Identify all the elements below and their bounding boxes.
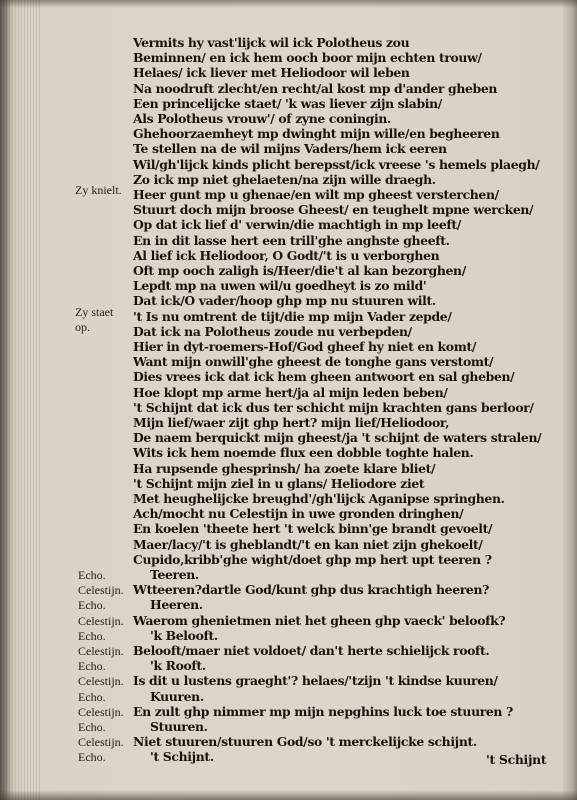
verse-text: Mijn lief/waer zijt ghp hert? mijn lief/Heliodoor, xyxy=(133,415,450,430)
speaker-label: Celestijn. xyxy=(78,674,124,689)
verse-text: 't Schijnt dat ick dus ter schicht mijn krachten gans berloor/ xyxy=(133,399,534,415)
echo-reply: 't Schijnt. xyxy=(150,749,214,765)
verse-text: Al lief ick Heliodoor, O Godt/'t is u verborghen xyxy=(133,247,440,263)
verse-text: Een princelijcke staet/ 'k was liever zijn slabin/ xyxy=(133,95,442,111)
verse-text: Helaes/ ick liever met Heliodoor wil leben xyxy=(133,65,410,81)
verse-text: Niet stuuren/stuuren God/so 't merckelijcke schijnt. xyxy=(133,734,477,750)
verse-text: Cupido,kribb'ghe wight/doet ghp mp hert upt teeren ? xyxy=(133,551,492,567)
echo-reply: Heeren. xyxy=(150,597,203,613)
verse-text: Oft mp ooch zaligh is/Heer/die't al kan bezorghen/ xyxy=(133,263,466,278)
speaker-label: Celestijn. xyxy=(78,583,124,598)
verse-text: En in dit lasse hert een trill'ghe anghste gheeft. xyxy=(133,232,450,248)
verse-text: Hier in dyt-roemers-Hof/God gheef hy niet en komt/ xyxy=(133,339,477,354)
verse-text: Wil/gh'lijck kinds plicht berepsst/ick vreese 's hemels plaegh/ xyxy=(133,156,540,172)
verse-text: Belooft/maer niet voldoet/ dan't herte schielijck rooft. xyxy=(133,643,490,658)
verse-text: Na noodruft zlecht/en recht/al kost mp d'ander gheben xyxy=(133,80,498,96)
verse-text: Wits ick hem noemde flux een dobble toghte halen. xyxy=(133,445,474,461)
verse-text: De naem berquickt mijn gheest/ja 't schijnt de waters stralen/ xyxy=(133,430,542,446)
speaker-label: Celestijn. xyxy=(78,735,124,750)
verse-text: Beminnen/ en ick hem ooch boor mijn echten trouw/ xyxy=(133,50,482,66)
verse-text: Dat ick/O vader/hoop ghp mp nu stuuren wilt. xyxy=(133,293,436,309)
echo-reply: Teeren. xyxy=(150,567,199,582)
speaker-label: Echo. xyxy=(78,720,106,734)
speaker-label: Celestijn. xyxy=(78,644,124,658)
verse-text: Als Polotheus vrouw'/ of zyne coningin. xyxy=(133,111,391,126)
verse-text: Vermits hy vast'lijck wil ick Polotheus zou xyxy=(133,35,410,50)
speaker-label: Echo. xyxy=(78,568,106,582)
echo-reply: 'k Rooft. xyxy=(150,658,206,674)
verse-text: Maer/lacy/'t is gheblandt/'t en kan niet zijn ghekoelt/ xyxy=(133,536,483,552)
verse-text: Wtteeren?dartle God/kunt ghp dus krachtigh heeren? xyxy=(133,582,490,598)
verse-text: Waerom ghenietmen niet het gheen ghp vaeck' beloofk? xyxy=(133,612,506,628)
speaker-label: Echo. xyxy=(78,628,106,643)
verse-text: Op dat ick lief d' verwin/die machtigh in mp leeft/ xyxy=(133,217,461,233)
speaker-label: Celestijn. xyxy=(78,704,124,719)
stage-direction: Zy staet op. xyxy=(75,305,114,334)
speaker-label: Echo. xyxy=(78,598,106,613)
verse-text: Ach/mocht nu Celestijn in uwe gronden dringhen/ xyxy=(133,506,464,522)
verse-text: Heer gunt mp u ghenae/en wilt mp gheest versterchen/ xyxy=(133,187,499,202)
verse-text: 't Is nu omtrent de tijt/die mp mijn Vader zepde/ xyxy=(133,308,452,324)
echo-reply: 'k Belooft. xyxy=(150,627,218,643)
verse-text: Is dit u lustens graeght'? helaes/'tzijn 't kindse kuuren/ xyxy=(133,673,498,689)
speaker-label: Echo. xyxy=(78,689,106,704)
verse-text: Dat ick na Polotheus zoude nu verbepden/ xyxy=(133,323,412,339)
verse-text: En zult ghp nimmer mp mijn nepghins luck toe stuuren ? xyxy=(133,703,513,719)
verse-text: Ghehoorzaemheyt mp dwinght mijn wille/en begheeren xyxy=(133,126,500,142)
verse-text: Zo ick mp niet ghelaeten/na zijn wille draegh. xyxy=(133,171,436,187)
verse-text: 't Schijnt mijn ziel in u glans/ Heliodore ziet xyxy=(133,475,425,491)
catchword: 't Schijnt xyxy=(486,752,547,767)
verse-text: Te stellen na de wil mijns Vaders/hem ick eeren xyxy=(133,141,447,157)
verse-text: Stuurt doch mijn broose Gheest/ en teughelt mpne wercken/ xyxy=(133,202,534,218)
verse-text: Dies vrees ick dat ick hem gheen antwoort en sal gheben/ xyxy=(133,369,515,385)
verse-text: Want mijn onwill'ghe gheest de tonghe gans verstomt/ xyxy=(133,354,494,370)
verse-text: Lepdt mp na uwen wil/u goedheyt is zo mild' xyxy=(133,278,427,294)
verse-text: En koelen 'theete hert 't welck binn'ge brandt gevoelt/ xyxy=(133,521,493,537)
echo-reply: Stuuren. xyxy=(150,719,208,734)
speaker-label: Celestijn. xyxy=(78,613,124,628)
verse-text: Hoe klopt mp arme hert/ja al mijn leden beben/ xyxy=(133,384,448,400)
echo-reply: Kuuren. xyxy=(150,688,204,704)
verse-text: Met heughelijcke breughd'/gh'lijck Aganipse springhen. xyxy=(133,491,505,506)
speaker-label: Echo. xyxy=(78,750,106,765)
verse-text: Ha rupsende ghesprinsh/ ha zoete klare bliet/ xyxy=(133,460,436,476)
speaker-label: Echo. xyxy=(78,659,106,674)
stage-direction: Zy knielt. xyxy=(75,183,122,197)
